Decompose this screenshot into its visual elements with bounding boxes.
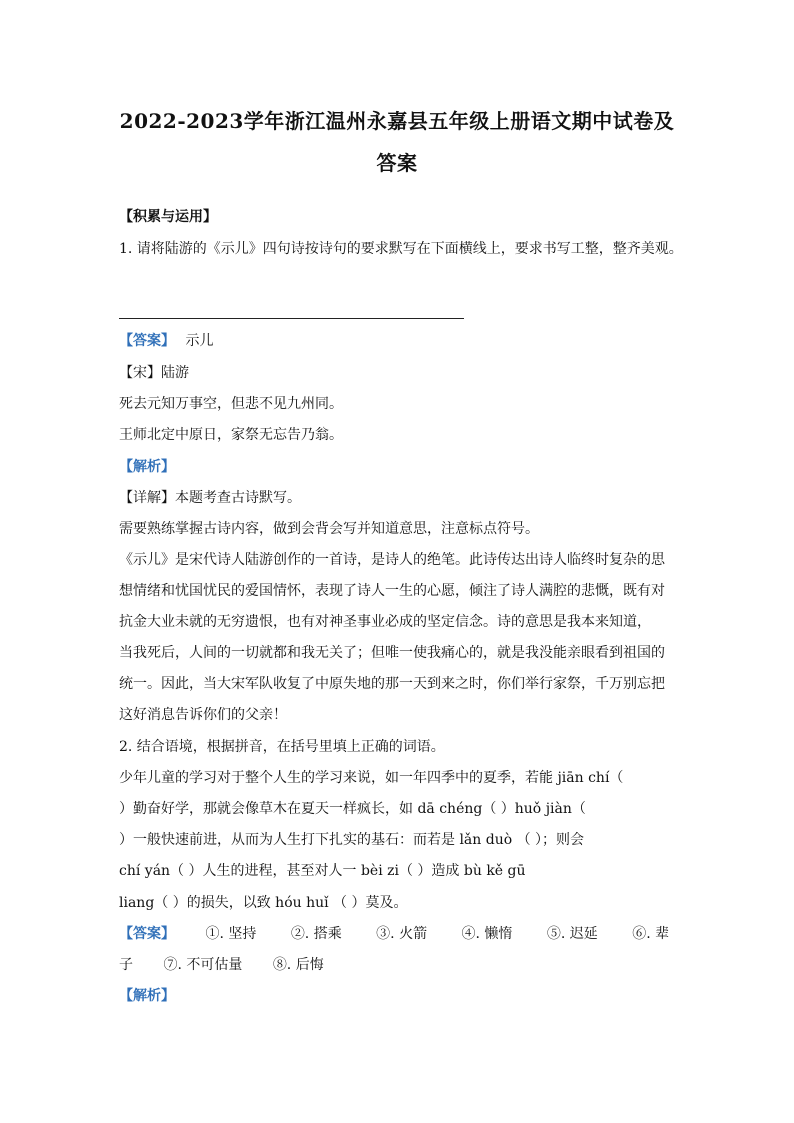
answer-label: 【答案】 [119, 926, 175, 942]
section-heading: 【积累与运用】 [119, 209, 217, 225]
document-title-line-1: 2022-2023学年浙江温州永嘉县五年级上册语文期中试卷及 [119, 109, 675, 133]
q2-answer-item: ⑥. 辈 [632, 926, 670, 942]
q1-author: 【宋】陆游 [119, 365, 189, 381]
q1-poem-line-1: 死去元知万事空，但悲不见九州同。 [119, 396, 343, 412]
q2-answer-item: ③. 火箭 [376, 926, 428, 942]
q1-para-2-line: 想情绪和忧国忧民的爱国情怀，表现了诗人一生的心愿，倾注了诗人满腔的悲慨，既有对 [119, 583, 665, 599]
q2-analysis-label: 【解析】 [119, 988, 175, 1004]
q1-answer-title: 示儿 [185, 333, 214, 349]
q2-answer-item: ②. 搭乘 [290, 926, 342, 942]
q2-passage-line: 少年儿童的学习对于整个人生的学习来说，如一年四季中的夏季，若能 jiān chí（ [119, 770, 624, 786]
q2-passage-line: liang（ ）的损失，以致 hóu huǐ （ ）莫及。 [119, 895, 408, 911]
document-title-line-2: 答案 [376, 151, 418, 175]
q1-para-2-line: 统一。因此，当大宋军队收复了中原失地的那一天到来之时，你们举行家祭，千万别忘把 [119, 676, 665, 692]
q2-passage-line: chí yán（ ）人生的进程，甚至对人一 bèi zi（ ）造成 bù kě gū [119, 863, 526, 879]
q2-answer-item: ④. 懒惰 [461, 926, 513, 942]
q1-para-2-line: 当我死后，人间的一切就都和我无关了；但唯一使我痛心的，就是我没能亲眼看到祖国的 [119, 645, 665, 661]
q2-passage-line: ）一般快速前进，从而为人生打下扎实的基石：而若是 lǎn duò （ ）；则会 [119, 832, 585, 848]
question-1-text: 1. 请将陆游的《示儿》四句诗按诗句的要求默写在下面横线上，要求书写工整，整齐美观。 [119, 241, 683, 257]
q2-passage-line: ）勤奋好学，那就会像草木在夏天一样疯长，如 dā chéng（ ）huǒ jiàn（ [119, 801, 586, 817]
q1-poem-line-2: 王师北定中原日，家祭无忘告乃翁。 [119, 427, 343, 443]
answer-label: 【答案】 [119, 333, 175, 349]
q2-answer-row [119, 924, 669, 944]
q1-para-2-line: 《示儿》是宋代诗人陆游创作的一首诗，是诗人的绝笔。此诗传达出诗人临终时复杂的思 [119, 552, 665, 568]
q1-para-1: 需要熟练掌握古诗内容，做到会背会写并知道意思，注意标点符号。 [119, 521, 539, 537]
q1-detail: 【详解】本题考查古诗默写。 [119, 490, 301, 506]
q1-para-2-line: 这好消息告诉你们的父亲！ [119, 707, 287, 723]
q2-answer-item: ⑤. 迟延 [546, 926, 598, 942]
q2-answer-item: ⑧. 后悔 [272, 957, 324, 973]
q1-answer-row [119, 331, 213, 351]
answer-blank-line [119, 318, 464, 319]
question-2-text: 2. 结合语境，根据拼音，在括号里填上正确的词语。 [119, 739, 445, 755]
q2-answer-item: 子 [119, 957, 133, 973]
q1-analysis-label: 【解析】 [119, 459, 175, 475]
q2-answer-item: ⑦. 不可估量 [163, 957, 243, 973]
q1-para-2-line: 抗金大业未就的无穷遗恨，也有对神圣事业必成的坚定信念。诗的意思是我本来知道， [119, 614, 651, 630]
q2-answer-row-2 [119, 955, 324, 975]
q2-answer-item: ①. 坚持 [205, 926, 257, 942]
